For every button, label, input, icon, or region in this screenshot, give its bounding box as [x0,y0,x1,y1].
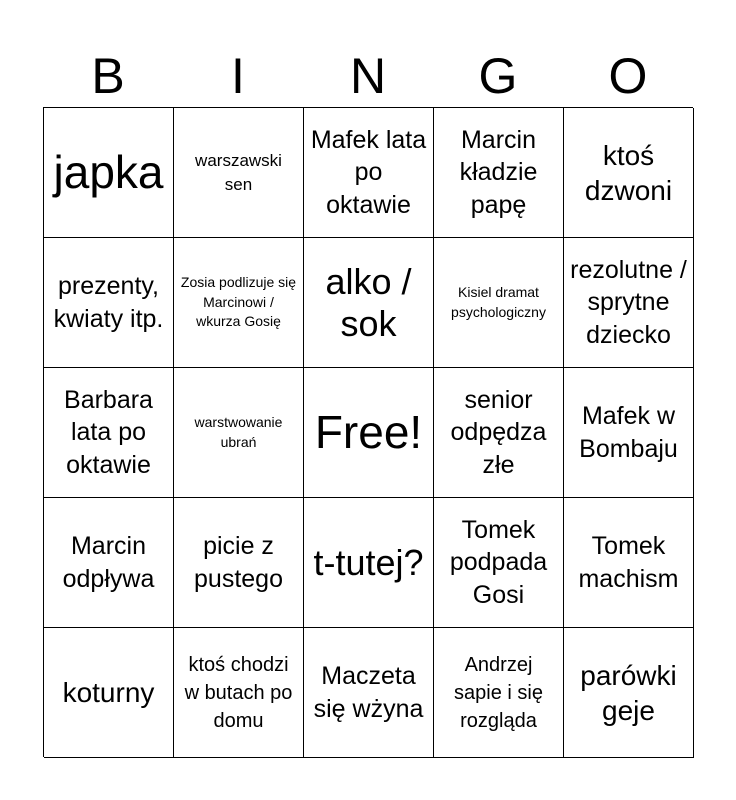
header-letter-b: B [91,48,125,104]
cell-text: japka [53,145,164,198]
header-letter-o: O [608,48,648,104]
bingo-cell-free[interactable] [304,368,434,498]
bingo-cell-r1c5[interactable] [564,108,694,238]
bingo-cell-r4c4[interactable] [434,498,564,628]
bingo-cell-r3c1[interactable] [44,368,174,498]
bingo-board [43,107,693,757]
bingo-cell-r5c1[interactable] [44,628,174,758]
cell-text: Tomek podpada Gosi [449,515,548,609]
cell-text: senior odpędza złe [450,385,547,479]
cell-text: Barbara lata po oktawie [64,385,153,479]
bingo-cell-r2c1[interactable] [44,238,174,368]
bingo-cell-r5c4[interactable] [434,628,564,758]
cell-text: Zosia podlizuje się Marcinowi / wkurza Gosię [180,274,297,330]
bingo-cell-r1c2[interactable] [174,108,304,238]
cell-text: Mafek lata po oktawie [310,125,427,219]
cell-text: picie z pustego [194,532,283,593]
free-space-text: Free! [314,405,423,458]
cell-text: Maczeta się wżyna [313,662,424,723]
header-letter-g: G [478,48,518,104]
cell-text: parówki geje [580,659,677,726]
cell-text: warszawski sen [195,150,282,194]
bingo-cell-r4c3[interactable] [304,498,434,628]
header-letter-i: I [231,48,245,104]
bingo-cell-r3c4[interactable] [434,368,564,498]
bingo-cell-r2c4[interactable] [434,238,564,368]
cell-text: Mafek w Bombaju [579,402,678,463]
cell-text: koturny [62,677,155,708]
cell-text: Marcin odpływa [62,532,155,593]
cell-text: Tomek machism [578,532,679,593]
cell-text: rezolutne / sprytne dziecko [570,255,687,349]
bingo-cell-r4c5[interactable] [564,498,694,628]
cell-text: t-tutej? [313,541,424,583]
bingo-cell-r1c1[interactable] [44,108,174,238]
cell-text: Andrzej sapie i się rozgląda [454,653,543,732]
bingo-cell-r2c5[interactable] [564,238,694,368]
bingo-cell-r3c2[interactable] [174,368,304,498]
cell-text: Marcin kładzie papę [459,125,538,219]
cell-text: alko / sok [325,261,412,344]
cell-text: warstwowanie ubrań [194,413,283,450]
header-letter-n: N [349,48,387,104]
cell-text: ktoś dzwoni [584,139,673,206]
cell-text: ktoś chodzi w butach po domu [184,653,293,732]
bingo-cell-r4c2[interactable] [174,498,304,628]
bingo-cell-r4c1[interactable] [44,498,174,628]
bingo-cell-r2c2[interactable] [174,238,304,368]
bingo-cell-r5c2[interactable] [174,628,304,758]
bingo-cell-r5c5[interactable] [564,628,694,758]
cell-text: Kisiel dramat psychologiczny [451,283,546,320]
bingo-cell-r1c3[interactable] [304,108,434,238]
bingo-cell-r5c3[interactable] [304,628,434,758]
bingo-cell-r1c4[interactable] [434,108,564,238]
bingo-header [43,46,693,106]
bingo-cell-r3c5[interactable] [564,368,694,498]
bingo-cell-r2c3[interactable] [304,238,434,368]
cell-text: prezenty, kwiaty itp. [53,272,164,333]
